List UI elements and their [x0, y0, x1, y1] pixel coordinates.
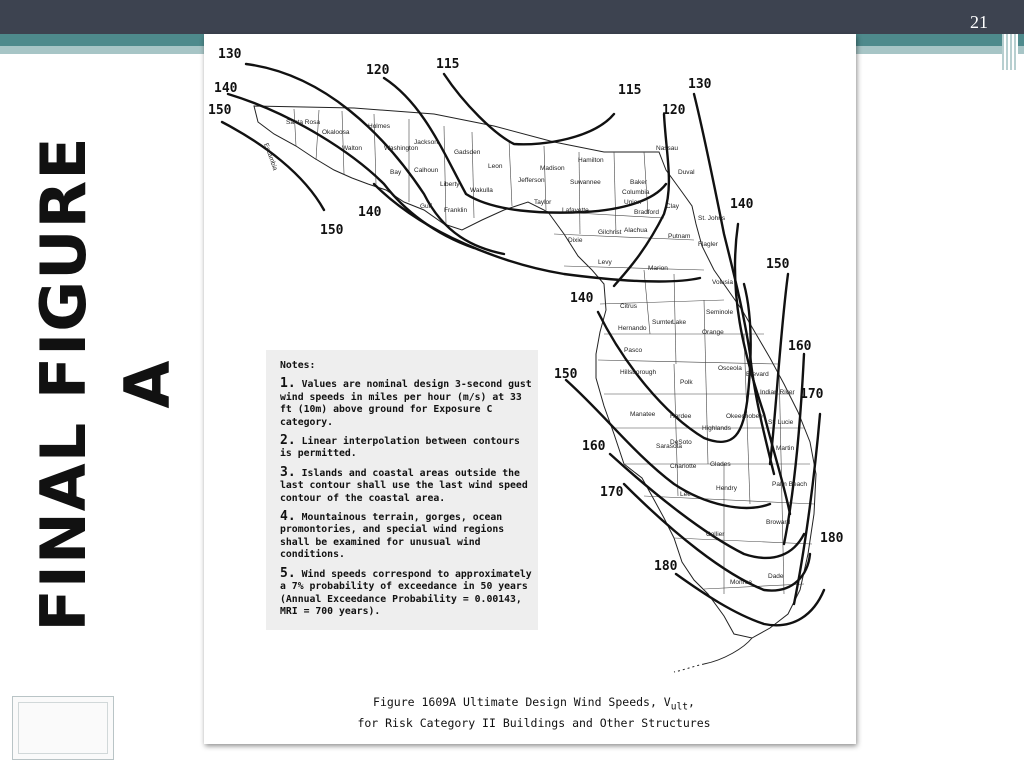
county-label: Lake	[672, 319, 687, 326]
county-label: Leon	[488, 163, 503, 170]
county-label: Bradford	[634, 209, 659, 216]
contour-label: 150	[766, 257, 790, 272]
contour-label: 150	[320, 223, 344, 238]
county-label: Escambia	[262, 142, 279, 172]
county-label: Putnam	[668, 233, 691, 240]
county-label: Orange	[702, 329, 724, 336]
contour-label: 160	[582, 439, 606, 454]
county-label: Dixie	[568, 237, 583, 244]
slide-title-line-1: FINAL FIGURE	[27, 136, 100, 632]
county-label: Alachua	[624, 227, 648, 234]
county-label: Hardee	[670, 413, 692, 420]
figure-caption	[264, 694, 804, 731]
county-label: Liberty	[440, 181, 460, 188]
county-label: Hillsborough	[620, 369, 657, 376]
slide-title	[22, 104, 184, 664]
contour-label: 140	[214, 81, 238, 96]
contour-label: 140	[358, 205, 382, 220]
contour-label: 170	[800, 387, 824, 402]
county-label: Jefferson	[518, 177, 545, 184]
caption-subscript: ult	[670, 701, 689, 713]
slide-thumbnail-placeholder	[12, 696, 114, 760]
contour-label: 130	[218, 47, 242, 62]
county-label: Baker	[630, 179, 647, 186]
contour-label: 180	[820, 531, 844, 546]
county-label: Marion	[648, 265, 668, 272]
note-text: Islands and coastal areas outside the last contour shall use the last wind speed contour of the coastal area.	[280, 467, 528, 504]
county-label: Suwannee	[570, 179, 601, 186]
note-number: 2.	[280, 433, 296, 449]
county-label: Polk	[680, 379, 693, 386]
county-label: Palm Beach	[772, 481, 808, 488]
notes-heading: Notes:	[280, 360, 316, 371]
note-text: Mountainous terrain, gorges, ocean promontories, and special wind regions shall be examined for unusual wind conditions.	[280, 512, 505, 561]
slide-number: 21	[970, 12, 988, 32]
county-label: Gulf	[420, 203, 432, 210]
county-label: St. Lucie	[768, 419, 794, 426]
county-label: Taylor	[534, 199, 552, 206]
county-label: Duval	[678, 169, 695, 176]
title-bar	[0, 0, 1024, 34]
county-label: Volusia	[712, 279, 733, 286]
county-label: Bay	[390, 169, 402, 176]
county-label: Hernando	[618, 325, 647, 332]
county-label: Broward	[766, 519, 791, 526]
contour-label: 150	[208, 103, 232, 118]
caption-text: Figure 1609A Ultimate Design Wind Speeds, V	[373, 695, 671, 709]
county-label: Clay	[666, 203, 680, 210]
county-label: Osceola	[718, 365, 742, 372]
note-item	[280, 435, 532, 461]
county-label: Levy	[598, 259, 612, 266]
county-label: St. Johns	[698, 215, 726, 222]
county-label: Charlotte	[670, 463, 697, 470]
county-label: Madison	[540, 165, 565, 172]
county-label: Martin	[776, 445, 795, 452]
note-text: Values are nominal design 3-second gust wind speeds in miles per hour (m/s) at 33 ft (10m) above ground for Exposure C category.	[280, 379, 532, 428]
county-label: Holmes	[368, 123, 391, 130]
county-label: Lee	[680, 491, 691, 498]
note-item	[280, 565, 532, 619]
note-number: 3.	[280, 464, 296, 480]
note-text: Wind speeds correspond to approximately a 7% probability of exceedance in 50 years (Annual Exceedance Probability = 0.00143, MRI = 700 years).	[280, 568, 532, 617]
county-label: Hamilton	[578, 157, 604, 164]
contour-label: 130	[688, 77, 712, 92]
county-label: Gadsden	[454, 149, 481, 156]
wind-speed-map-figure	[204, 34, 856, 744]
accent-line	[880, 56, 948, 59]
county-label: Franklin	[444, 207, 468, 214]
county-label: Nassau	[656, 145, 679, 152]
county-label: Jackson	[414, 139, 438, 146]
county-label: Highlands	[702, 425, 731, 432]
note-item	[280, 378, 532, 429]
county-label: Okeechobee	[726, 413, 763, 420]
county-label: Gilchrist	[598, 229, 622, 236]
county-label: Flagler	[698, 241, 718, 248]
county-label: Wakulla	[470, 187, 493, 194]
county-label: Glades	[710, 461, 731, 468]
note-text: Linear interpolation between contours is permitted.	[280, 436, 520, 460]
contour-label: 115	[436, 57, 460, 72]
notes-box	[266, 350, 538, 630]
contour-label: 160	[788, 339, 812, 354]
county-label: Hendry	[716, 485, 737, 492]
note-number: 1.	[280, 376, 296, 392]
county-label: Citrus	[620, 303, 637, 310]
county-label: Manatee	[630, 411, 656, 418]
county-label: Indian River	[760, 389, 795, 396]
county-label: Brevard	[746, 371, 769, 378]
county-label: Monroe	[730, 579, 753, 586]
county-label: Collier	[706, 531, 725, 538]
caption-comma: ,	[688, 695, 695, 709]
county-label: Washington	[384, 145, 419, 152]
contour-label: 120	[366, 63, 390, 78]
county-label: Union	[624, 199, 641, 206]
contour-label: 140	[570, 291, 594, 306]
note-number: 4.	[280, 509, 296, 525]
county-label: Dade	[768, 573, 784, 580]
contour-label: 120	[662, 103, 686, 118]
county-label: Walton	[342, 145, 362, 152]
county-label: Calhoun	[414, 167, 439, 174]
county-label: Columbia	[622, 189, 650, 196]
note-item	[280, 511, 532, 562]
county-label: Santa Rosa	[286, 119, 320, 126]
county-label: Sarasota	[656, 443, 683, 450]
caption-line-2: for Risk Category II Buildings and Other Structures	[357, 716, 711, 731]
county-label: Seminole	[706, 309, 734, 316]
note-number: 5.	[280, 565, 296, 581]
county-label: Okaloosa	[322, 129, 350, 136]
county-label: Lafayette	[562, 207, 589, 214]
contour-label: 150	[554, 367, 578, 382]
slide-title-line-2: A	[111, 359, 184, 409]
county-label: Sumter	[652, 319, 673, 326]
note-item	[280, 464, 532, 505]
decorative-stripes	[1002, 34, 1018, 70]
county-label: DeSoto	[670, 439, 692, 446]
contour-label: 180	[654, 559, 678, 574]
contour-label: 115	[618, 83, 642, 98]
caption-line-1	[264, 694, 804, 715]
county-label: Pasco	[624, 347, 643, 354]
contour-label: 170	[600, 485, 624, 500]
contour-label: 140	[730, 197, 754, 212]
